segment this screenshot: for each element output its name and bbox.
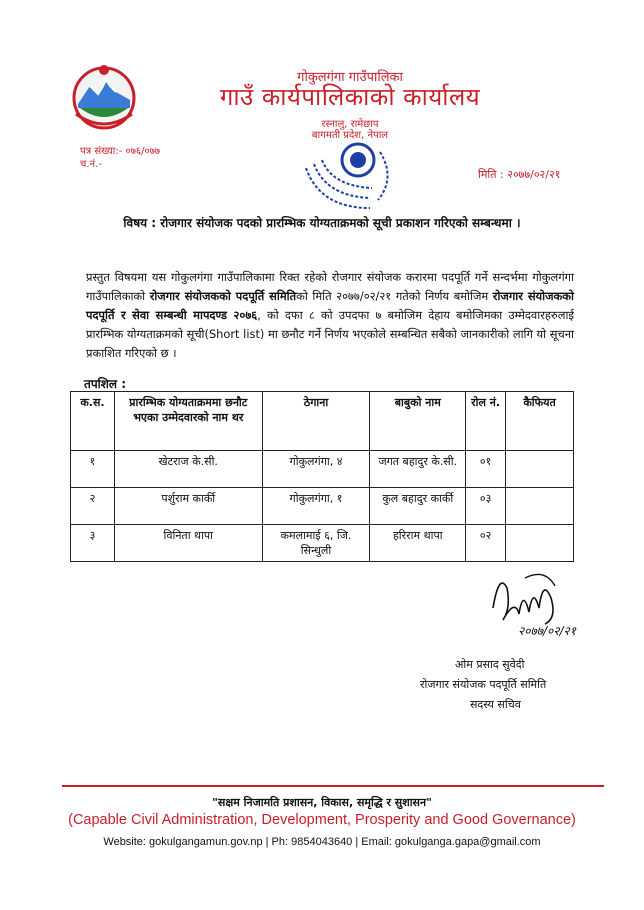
office-title: गाउँ कार्यपालिकाको कार्यालय [219, 83, 481, 111]
cell-address: कमलामाई ६, जि. सिन्धुली [262, 525, 370, 562]
body-text-part-2: को मिति २०७७/०२/२१ गतेको निर्णय बमोजिम [296, 289, 493, 303]
cell-father-name: हरिराम थापा [370, 525, 466, 562]
cell-address: गोकुलगंगा, ४ [262, 451, 370, 488]
cell-roll-no: ०२ [466, 525, 506, 562]
cell-serial: ३ [71, 525, 115, 562]
cell-candidate-name: पर्शुराम कार्की [114, 488, 262, 525]
letter-body [86, 268, 574, 363]
cell-remarks [506, 488, 574, 525]
official-stamp [300, 138, 400, 218]
footer-contact: Website: gokulgangamun.gov.np | Ph: 9854043640 | Email: gokulganga.gapa@gmail.com [103, 836, 541, 848]
signature-date: २०७७/०२/२१ [518, 624, 577, 638]
cell-remarks [506, 525, 574, 562]
signer-committee: रोजगार संयोजक पदपूर्ति समिति [420, 678, 547, 691]
office-address: रस्नालु, रामेछाप [321, 119, 379, 130]
cell-roll-no: ०३ [466, 488, 506, 525]
reference-number: पत्र संख्या:- ०७६/०७७ [80, 146, 161, 157]
letter-date: मिति : २०७७/०२/२१ [478, 168, 561, 181]
dispatch-number: च.नं.- [80, 159, 102, 170]
cell-candidate-name: विनिता थापा [114, 525, 262, 562]
cell-father-name: जगत बहादुर के.सी. [370, 451, 466, 488]
header-remarks: कैफियत [506, 392, 574, 451]
cell-roll-no: ०१ [466, 451, 506, 488]
signer-position: सदस्य सचिव [470, 698, 521, 711]
cell-remarks [506, 451, 574, 488]
body-bold-criteria: रोजगार संयोजकको पदपूर्ति र सेवा सम्बन्धी मापदण्ड २०७६ [86, 289, 574, 322]
table-row [71, 451, 574, 488]
header-address: ठेगाना [262, 392, 370, 451]
table-row [71, 525, 574, 562]
office-province: बागमती प्रदेश, नेपाल [311, 130, 389, 141]
cell-address: गोकुलगंगा, १ [262, 488, 370, 525]
details-label: तपशिल : [84, 377, 127, 391]
local-level-name: गोकुलगंगा गाउँपालिका [297, 70, 403, 85]
cell-serial: २ [71, 488, 115, 525]
table-row [71, 488, 574, 525]
body-text-part-3: , को दफा ८ को उपदफा ७ बमोजिम देहाय बमोजिमका उम्मेदवारहरुलाई प्रारम्भिक योग्यताक्रमको सूची(Short list) मा छनौट गर्ने निर्णय भएकोले सम्बन्धित सबैको जानकारीको लागि यो सूचना प्रकाशित गरिएको छ । [86, 308, 574, 360]
header-roll-no: रोल नं. [466, 392, 506, 451]
signer-name: ओम प्रसाद सुवेदी [455, 658, 525, 671]
body-text-part-1: प्रस्तुत विषयमा यस गोकुलगंगा गाउँपालिकामा रिक्त रहेको रोजगार संयोजक करारमा पदपूर्ति गर्ने सन्दर्भमा गोकुलगंगा गाउँपालिकाको [86, 270, 574, 303]
footer-motto-english: (Capable Civil Administration, Development, Prosperity and Good Governance) [68, 812, 576, 828]
footer-divider [62, 785, 604, 787]
body-bold-committee: रोजगार संयोजकको पदपूर्ति समिति [149, 289, 297, 303]
table-header-row [71, 392, 574, 451]
candidate-table [70, 391, 574, 562]
footer-motto: "सक्षम निजामति प्रशासन, विकास, समृद्धि र सुशासन" [212, 796, 432, 809]
header-serial: क.स. [71, 392, 115, 451]
header-candidate-name: प्रारम्भिक योग्यताक्रममा छनौट भएका उम्मेदवारको नाम थर [114, 392, 262, 451]
cell-candidate-name: खेटराज के.सी. [114, 451, 262, 488]
letter-subject: विषय : रोजगार संयोजक पदको प्रारम्भिक योग्यताक्रमको सूची प्रकाशन गरिएको सम्बन्धमा । [123, 216, 521, 230]
header-father-name: बाबुको नाम [370, 392, 466, 451]
cell-father-name: कुल बहादुर कार्की [370, 488, 466, 525]
cell-serial: १ [71, 451, 115, 488]
